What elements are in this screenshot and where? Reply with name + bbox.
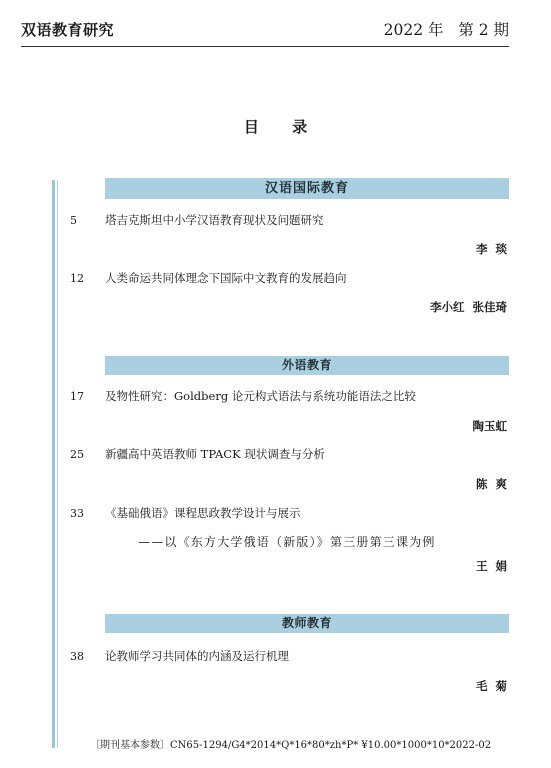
header-rule <box>21 46 509 47</box>
page-number: 12 <box>70 272 84 285</box>
side-bar <box>52 180 55 748</box>
article-author: 陈 爽 <box>475 477 507 491</box>
article-title[interactable]: 及物性研究：Goldberg 论元构式语法与系统功能语法之比较 <box>105 389 416 403</box>
page-number: 33 <box>70 507 84 520</box>
article-title[interactable]: 《基础俄语》课程思政教学设计与展示 <box>105 506 301 520</box>
article-title[interactable]: 新疆高中英语教师 TPACK 现状调查与分析 <box>105 447 325 461</box>
article-title[interactable]: 人类命运共同体理念下国际中文教育的发展趋向 <box>105 271 347 285</box>
article-author: 李 琰 <box>475 242 507 256</box>
article-author: 陶玉虹 <box>472 419 507 433</box>
journal-name: 双语教育研究 <box>21 21 115 39</box>
page-number: 25 <box>70 448 84 461</box>
side-line <box>57 180 58 748</box>
section-header-teacher-education: 教师教育 <box>105 614 509 633</box>
article-author: 李小红 张佳琦 <box>429 300 507 314</box>
section-header-foreign-language: 外语教育 <box>105 356 509 375</box>
article-author: 毛 菊 <box>475 679 507 693</box>
toc-title: 目 录 <box>243 118 322 136</box>
journal-parameters: 〔期刊基本参数〕CN65-1294/G4*2014*Q*16*80*zh*P* ¥10.00*1000*10*2022-02 <box>90 740 492 751</box>
article-author: 王 娟 <box>475 559 507 573</box>
page-number: 5 <box>70 214 77 227</box>
article-title[interactable]: 塔吉克斯坦中小学汉语教育现状及问题研究 <box>105 213 324 227</box>
issue-label: 2022 年 第 2 期 <box>383 21 509 39</box>
page-number: 17 <box>70 390 84 403</box>
section-header-international-chinese: 汉语国际教育 <box>105 178 509 199</box>
article-title[interactable]: 论教师学习共同体的内涵及运行机理 <box>105 649 289 663</box>
article-subtitle: ——以《东方大学俄语（新版）》第三册第三课为例 <box>138 535 436 549</box>
page-number: 38 <box>70 650 84 663</box>
